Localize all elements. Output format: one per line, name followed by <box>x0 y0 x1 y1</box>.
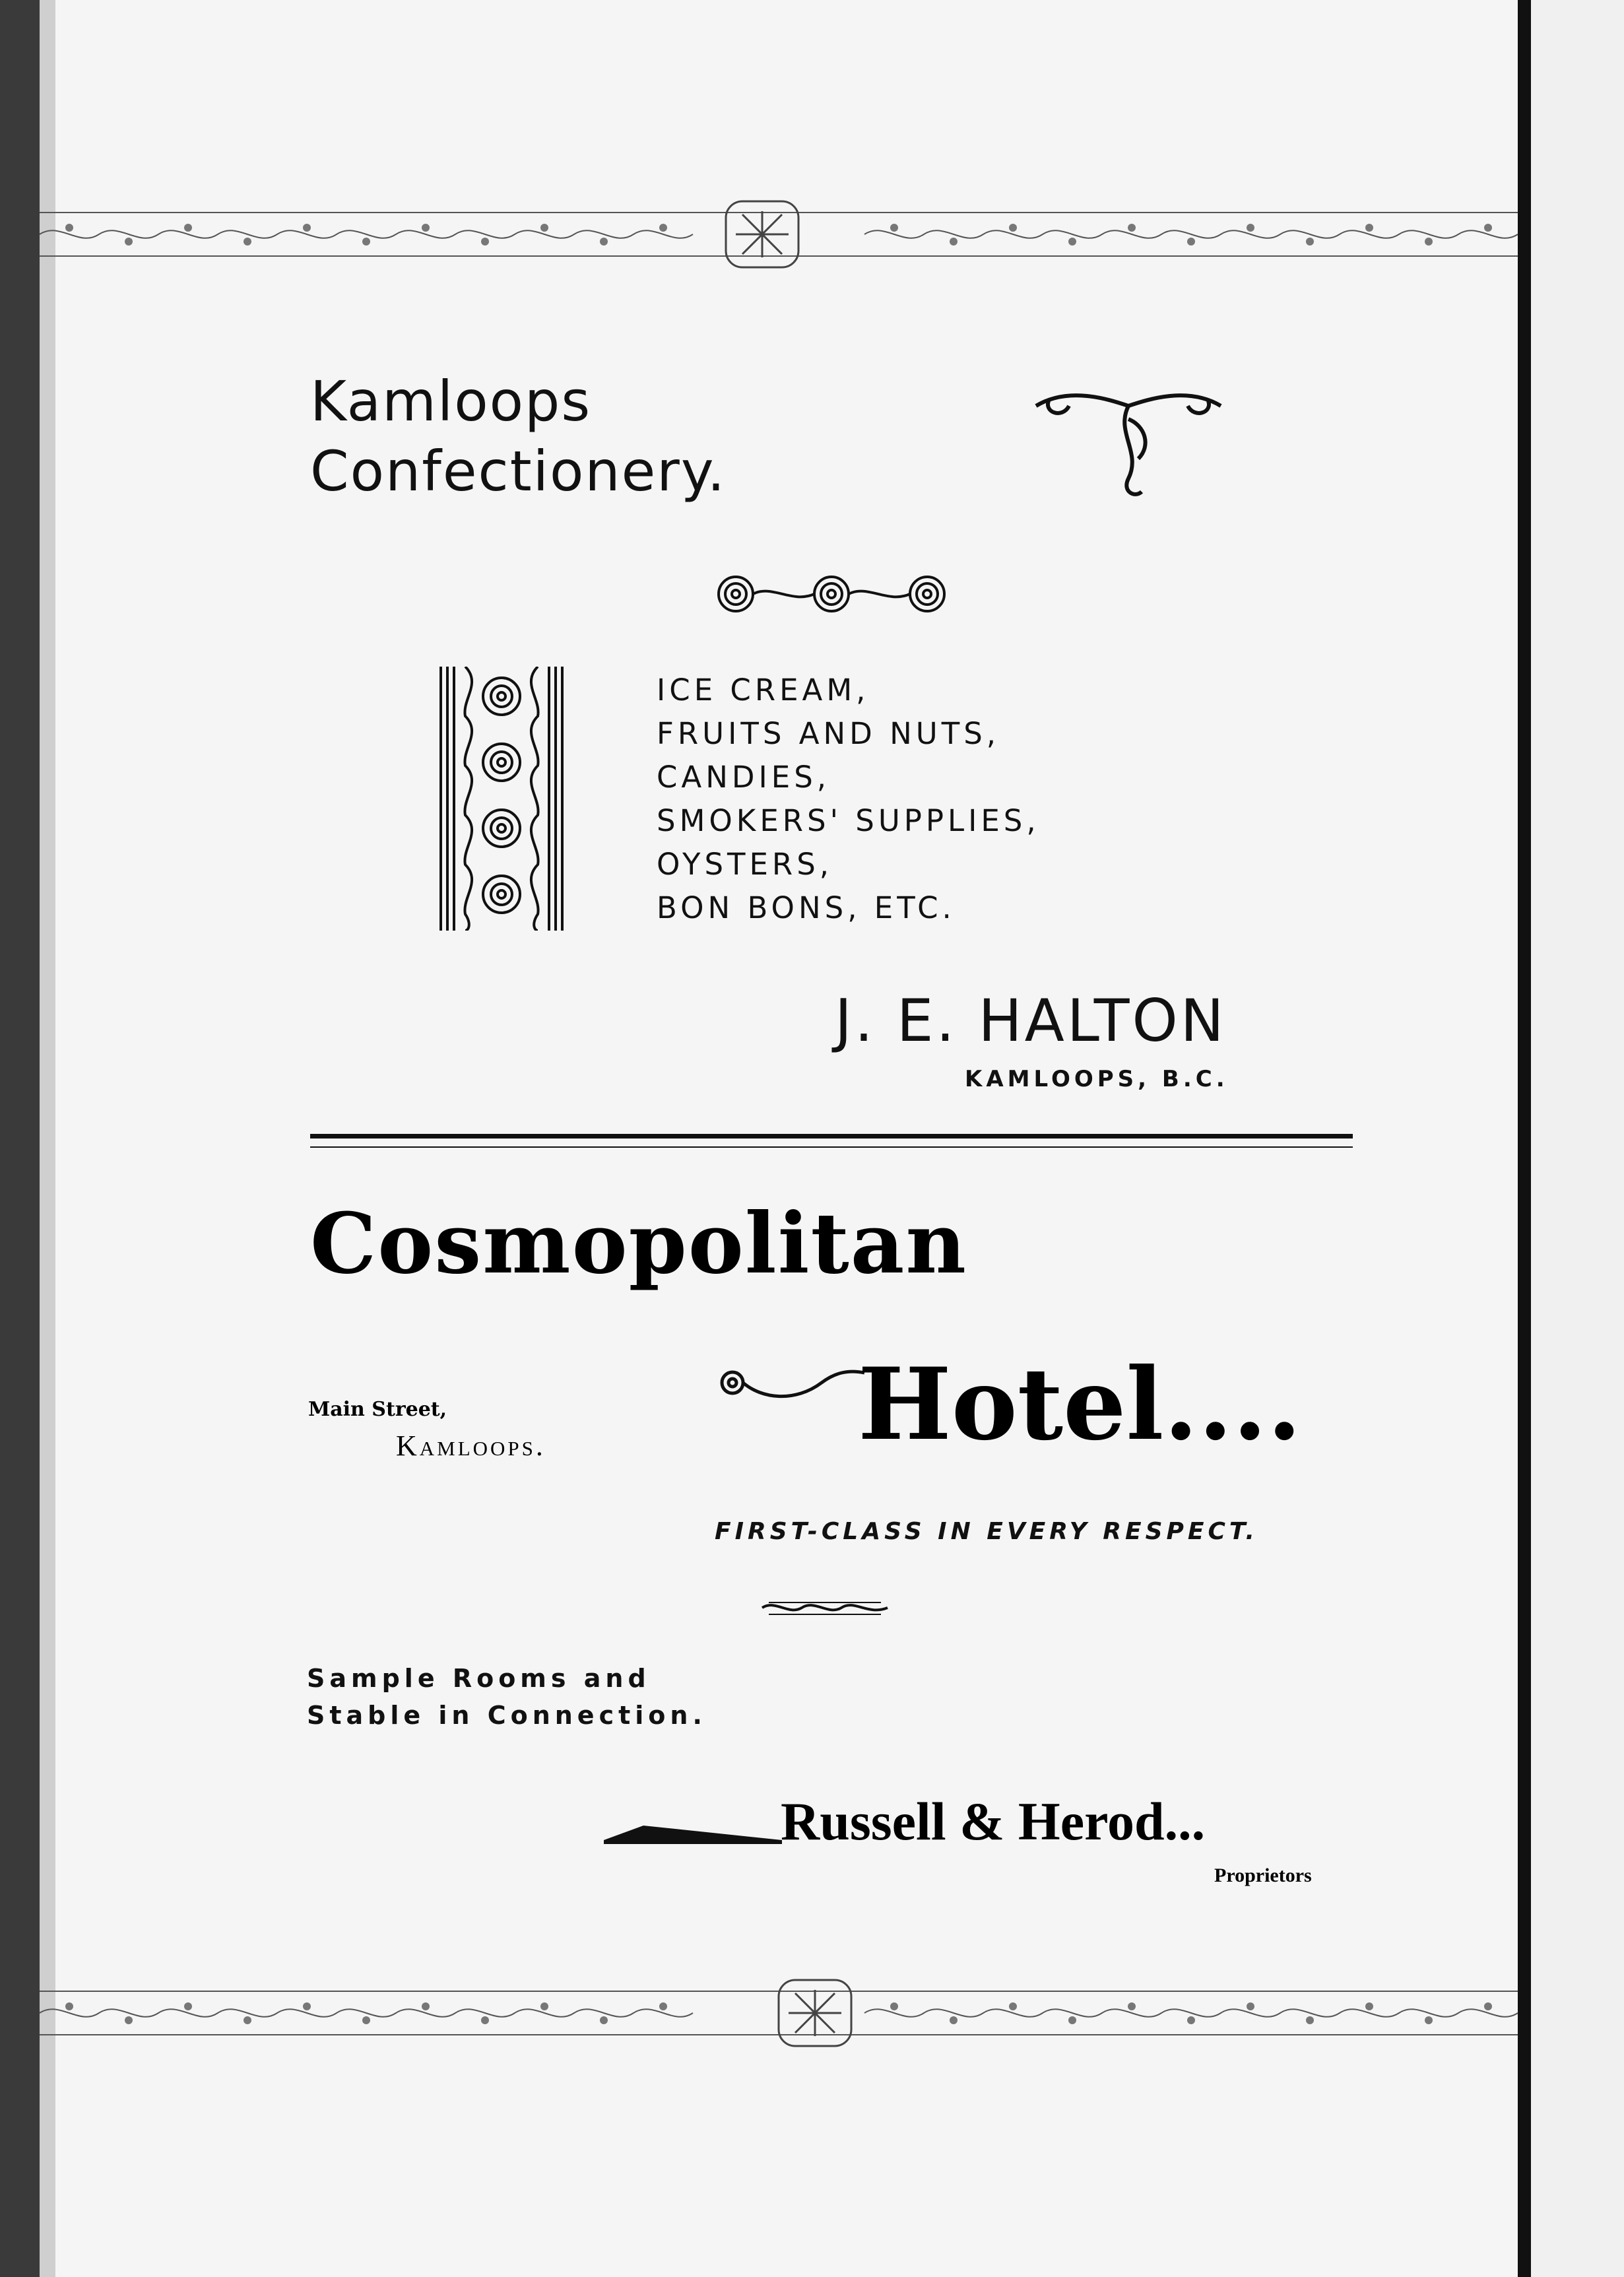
next-page-edge <box>1518 0 1531 2277</box>
confectionery-location: KAMLOOPS, B.C. <box>965 1066 1229 1092</box>
wave-ornament <box>759 1596 891 1620</box>
floral-border-ornament <box>40 198 1518 271</box>
hotel-amenities-line1: Sample Rooms and <box>307 1664 651 1693</box>
scroll-flourish-ornament <box>1029 380 1227 505</box>
hotel-town: Kamloops. <box>396 1430 546 1462</box>
hotel-street: Main Street, <box>308 1398 447 1421</box>
page-binding <box>0 0 41 2277</box>
confectionery-title <box>310 366 726 506</box>
hotel-name-line1: Cosmopolitan <box>310 1195 967 1292</box>
list-item: SMOKERS' SUPPLIES, <box>657 803 1040 838</box>
list-item: BON BONS, ETC. <box>657 890 956 925</box>
hotel-proprietors-label: Proprietors <box>1214 1864 1312 1886</box>
confectionery-title-line1: Kamloops <box>310 369 592 434</box>
hotel-name-line2: Hotel.... <box>858 1346 1302 1463</box>
confectionery-title-line2: Confectionery. <box>310 439 727 504</box>
confectionery-item-list <box>657 669 1040 930</box>
hotel-amenities <box>307 1660 707 1734</box>
list-item: ICE CREAM, <box>657 673 870 708</box>
scroll-flourish-ornament <box>716 1363 868 1416</box>
confectionery-owner: J. E. HALTON <box>835 987 1227 1055</box>
document-page <box>40 0 1518 2277</box>
hotel-tagline: FIRST-CLASS IN EVERY RESPECT. <box>715 1518 1259 1545</box>
list-item: OYSTERS, <box>657 847 833 882</box>
list-item: FRUITS AND NUTS, <box>657 716 1000 751</box>
vertical-spiral-border-ornament <box>436 667 568 931</box>
hotel-proprietors: Russell & Herod... <box>781 1791 1206 1851</box>
next-page <box>1531 0 1624 2277</box>
wedge-rule-ornament <box>604 1820 782 1847</box>
spiral-ornament <box>709 571 954 617</box>
section-divider-thick <box>310 1134 1353 1138</box>
section-divider-thin <box>310 1146 1353 1148</box>
floral-border-ornament <box>40 1977 1518 2049</box>
page-gutter-shadow <box>40 0 55 2277</box>
list-item: CANDIES, <box>657 760 831 795</box>
hotel-amenities-line2: Stable in Connection. <box>307 1701 707 1730</box>
